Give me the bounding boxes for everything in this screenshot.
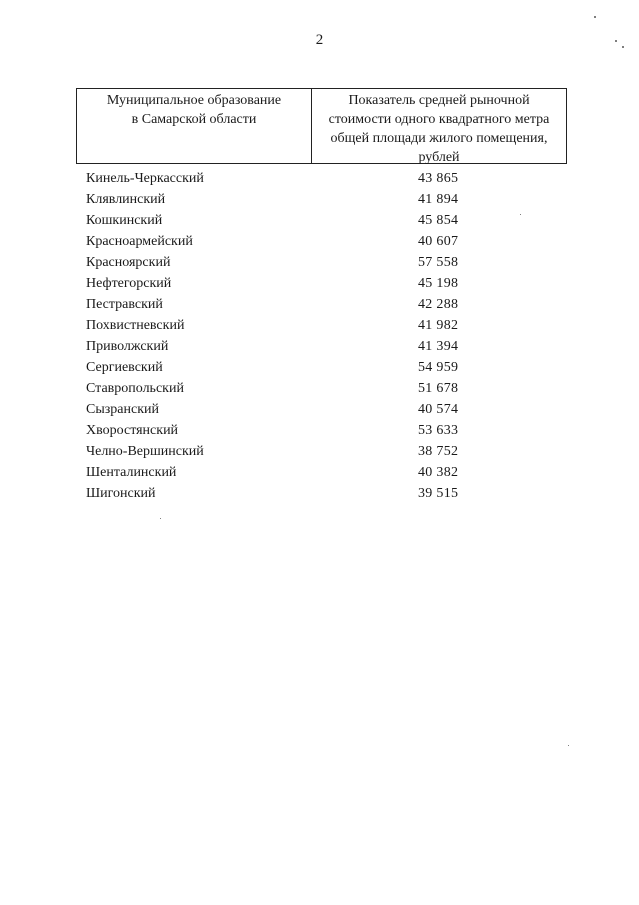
table-body	[86, 168, 566, 504]
table-row	[86, 252, 566, 273]
municipality-name: Кинель-Черкасский	[86, 171, 204, 186]
header-price-line: стоимости одного квадратного метра	[328, 112, 550, 127]
municipality-name: Шенталинский	[86, 465, 177, 480]
table-row	[86, 399, 566, 420]
table-row	[86, 462, 566, 483]
price-value: 42 288	[418, 297, 459, 312]
table-row	[86, 315, 566, 336]
header-municipality-line: в Самарской области	[131, 112, 257, 127]
table-row	[86, 210, 566, 231]
scan-speck	[160, 518, 161, 519]
municipality-name: Клявлинский	[86, 192, 166, 207]
price-value: 39 515	[418, 486, 459, 501]
municipality-name: Красноярский	[86, 255, 171, 270]
municipality-name: Сергиевский	[86, 360, 163, 375]
price-value: 53 633	[418, 423, 459, 438]
page-number: 2	[315, 32, 324, 48]
scan-speck	[615, 40, 617, 42]
table-row	[86, 483, 566, 504]
price-value: 41 394	[418, 339, 459, 354]
price-value: 40 382	[418, 465, 459, 480]
municipality-name: Ставропольский	[86, 381, 184, 396]
price-value: 41 894	[418, 192, 459, 207]
table-header	[76, 88, 567, 164]
table-row	[86, 336, 566, 357]
header-municipality-line: Муниципальное образование	[106, 93, 282, 108]
municipality-name: Нефтегорский	[86, 276, 172, 291]
municipality-name: Пестравский	[86, 297, 163, 312]
municipality-name: Красноармейский	[86, 234, 193, 249]
header-price-line: Показатель средней рыночной	[348, 93, 530, 108]
table-row	[86, 189, 566, 210]
price-value: 57 558	[418, 255, 459, 270]
table-row	[86, 420, 566, 441]
municipality-name: Приволжский	[86, 339, 169, 354]
municipality-name: Хворостянский	[86, 423, 179, 438]
price-value: 40 607	[418, 234, 459, 249]
municipality-name: Шигонский	[86, 486, 156, 501]
header-price-line: рублей	[418, 150, 460, 165]
scan-speck	[520, 214, 521, 215]
price-value: 51 678	[418, 381, 459, 396]
price-value: 41 982	[418, 318, 459, 333]
scan-speck	[622, 46, 624, 48]
header-municipality	[77, 89, 312, 163]
price-value: 43 865	[418, 171, 459, 186]
table-row	[86, 273, 566, 294]
municipality-name: Челно-Вершинский	[86, 444, 204, 459]
price-value: 54 959	[418, 360, 459, 375]
table-row	[86, 231, 566, 252]
header-price-line: общей площади жилого помещения,	[330, 131, 548, 146]
municipality-name: Сызранский	[86, 402, 159, 417]
table-row	[86, 294, 566, 315]
table-row	[86, 168, 566, 189]
municipality-name: Похвистневский	[86, 318, 185, 333]
price-value: 38 752	[418, 444, 459, 459]
scan-speck	[594, 16, 596, 18]
table-row	[86, 378, 566, 399]
price-value: 45 198	[418, 276, 459, 291]
table-row	[86, 357, 566, 378]
table-row	[86, 441, 566, 462]
price-value: 45 854	[418, 213, 459, 228]
municipality-name: Кошкинский	[86, 213, 163, 228]
scan-speck	[568, 745, 569, 746]
header-price	[312, 89, 566, 163]
price-value: 40 574	[418, 402, 459, 417]
